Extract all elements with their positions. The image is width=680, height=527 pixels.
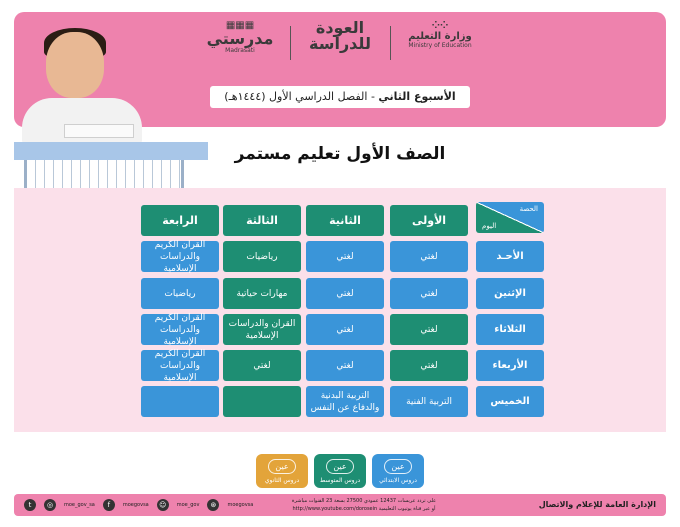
lesson-cell: رياضيات (141, 278, 219, 309)
lesson-cell: لغتي (390, 241, 468, 272)
madrasati-ar: مدرستي (206, 29, 274, 48)
lesson-cell-empty (141, 386, 219, 417)
day-thursday: الخميس (476, 386, 544, 417)
channel-primary-label: دروس الابتدائي (379, 477, 417, 484)
channel-primary[interactable] (372, 454, 424, 488)
logo-row (200, 20, 480, 68)
back-to-school-line-1: العودة (315, 18, 365, 37)
student-illustration (14, 20, 214, 190)
header-period-4: الرابعة (141, 205, 219, 236)
social-handle[interactable]: moe_gov (176, 502, 200, 508)
day-monday: الإثنين (476, 278, 544, 309)
lesson-cell: رياضيات (223, 241, 301, 272)
week-label-bold: الأسبوع الثاني (378, 90, 456, 103)
madrasati-en: Madrasati (225, 47, 255, 54)
schedule-corner-cell (476, 202, 544, 233)
madrasati-logo (200, 20, 280, 54)
divider (390, 26, 391, 60)
lesson-cell: لغتي (306, 314, 384, 345)
broadcast-note-line-2[interactable]: أو عبر قناة يوتيوب التعليمية http://www.youtube.com/dorosein (292, 506, 436, 512)
desk (14, 142, 208, 160)
lesson-cell: لغتي (390, 350, 468, 381)
corner-period-label: الحصة (519, 205, 538, 213)
social-handle[interactable]: moegovsa (227, 502, 254, 508)
ministry-en: Ministry of Education (408, 42, 472, 49)
page-title: الصف الأول تعليم مستمر (234, 144, 446, 164)
channel-middle[interactable] (314, 454, 366, 488)
footer-brand: الإدارة العامة للإعلام والاتصال (538, 500, 656, 509)
ministry-ar: وزارة التعليم (408, 31, 472, 42)
lesson-cell-empty (223, 386, 301, 417)
eyn-icon: عين (326, 459, 354, 474)
madrasati-mark-icon: ▦▦▦ (225, 20, 255, 31)
corner-day-label: اليوم (482, 222, 497, 230)
lesson-cell: القران الكريم والدراسات الإسلامية (141, 350, 219, 381)
social-links (24, 498, 253, 512)
desk-legs (24, 160, 184, 188)
channel-middle-label: دروس المتوسط (319, 477, 361, 484)
lesson-cell: لغتي (223, 350, 301, 381)
social-handle[interactable]: moegovsa (122, 502, 149, 508)
header-period-3: الثالثة (223, 205, 301, 236)
footer-bar (14, 494, 666, 516)
eyn-icon: عين (384, 459, 412, 474)
lesson-cell: القران الكريم والدراسات الإسلامية (141, 314, 219, 345)
lesson-cell: لغتي (390, 278, 468, 309)
back-to-school-line-2: للدراسة (309, 34, 371, 53)
week-label-term: - الفصل الدراسي الأول (١٤٤٤هـ) (224, 90, 379, 103)
week-label (210, 86, 470, 108)
lesson-cell: القران الكريم والدراسات الإسلامية (141, 241, 219, 272)
lesson-cell: لغتي (306, 241, 384, 272)
social-handle[interactable]: moe_gov_sa (64, 502, 95, 508)
eyn-icon: عين (268, 459, 296, 474)
snapchat-icon[interactable]: ☺ (157, 499, 169, 511)
lesson-cell: لغتي (306, 278, 384, 309)
channel-secondary-label: دروس الثانوي (264, 477, 300, 484)
day-sunday: الأحـد (476, 241, 544, 272)
twitter-icon[interactable]: t (24, 499, 36, 511)
day-wednesday: الأربعاء (476, 350, 544, 381)
header-period-1: الأولى (390, 205, 468, 236)
broadcast-note (269, 497, 459, 513)
back-to-school-logo (300, 20, 380, 52)
instagram-icon[interactable]: ◎ (44, 499, 56, 511)
header-period-2: الثانية (306, 205, 384, 236)
day-tuesday: الثلاثاء (476, 314, 544, 345)
lesson-cell: لغتي (390, 314, 468, 345)
ministry-mark-icon: ⁘⁘ (431, 20, 449, 31)
channel-secondary[interactable] (256, 454, 308, 488)
lesson-cell: القران والدراسات الإسلامية (223, 314, 301, 345)
divider (290, 26, 291, 60)
facebook-icon[interactable]: f (103, 499, 115, 511)
broadcast-note-line-1: على تردد عربسات 12437 عمودي 27500 بسعة 23 القنوات مباشرة (291, 498, 437, 504)
book-icon (64, 124, 134, 138)
lesson-cell: التربية البدنية والدفاع عن النفس (306, 386, 384, 417)
student-head (46, 32, 104, 98)
dribbble-icon[interactable]: ⊛ (207, 499, 219, 511)
student-body (22, 98, 142, 146)
lesson-cell: مهارات حياتية (223, 278, 301, 309)
lesson-cell: التربية الفنية (390, 386, 468, 417)
ministry-logo (400, 20, 480, 49)
lesson-cell: لغتي (306, 350, 384, 381)
